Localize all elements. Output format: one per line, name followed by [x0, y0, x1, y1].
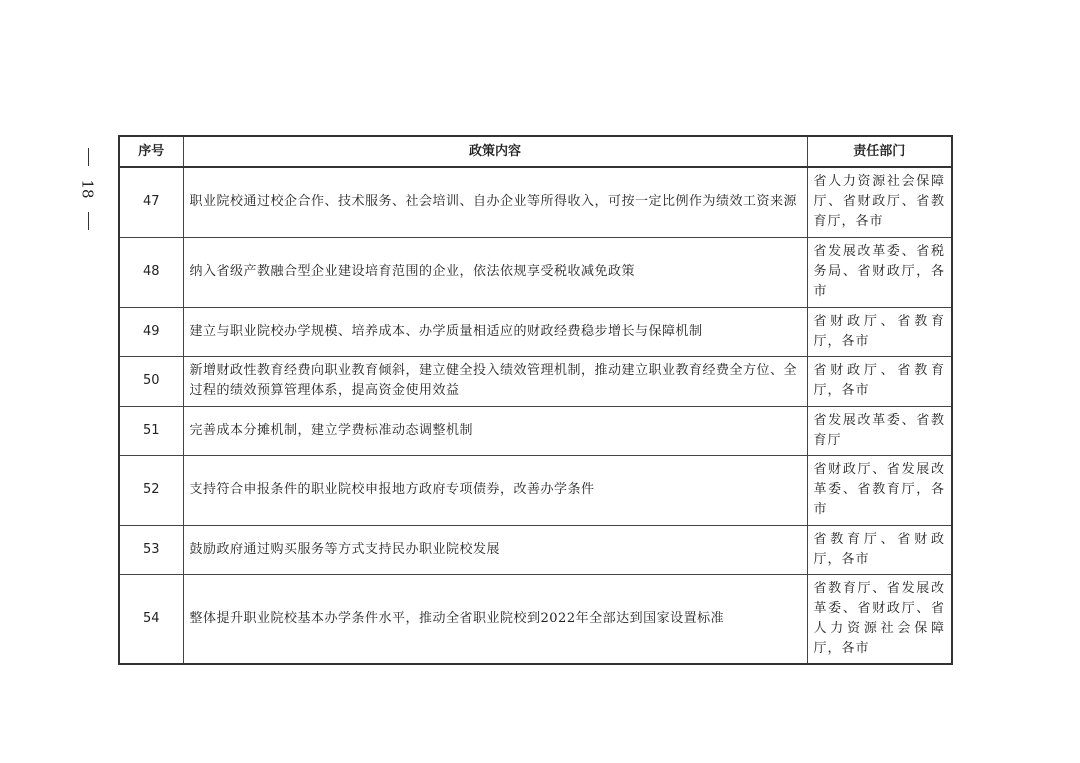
row-content: 支持符合申报条件的职业院校申报地方政府专项债券，改善办学条件 — [183, 455, 807, 525]
row-dept: 省教育厅、省发展改革委、省财政厅、省人力资源社会保障厅，各市 — [807, 574, 952, 664]
table-row — [119, 307, 952, 356]
row-no: 48 — [119, 237, 183, 307]
row-no: 47 — [119, 167, 183, 237]
table-row — [119, 356, 952, 406]
row-content: 纳入省级产教融合型企业建设培育范围的企业，依法依规享受税收减免政策 — [183, 237, 807, 307]
row-dept: 省财政厅、省教育厅，各市 — [807, 356, 952, 406]
table-row — [119, 455, 952, 525]
table-header — [119, 136, 952, 167]
row-no: 53 — [119, 525, 183, 574]
row-no: 54 — [119, 574, 183, 664]
page-number-dash-top — [88, 148, 89, 166]
row-dept: 省财政厅、省教育厅，各市 — [807, 307, 952, 356]
row-dept: 省发展改革委、省教育厅 — [807, 406, 952, 455]
row-no: 50 — [119, 356, 183, 406]
table-row — [119, 406, 952, 455]
row-no: 52 — [119, 455, 183, 525]
table-row — [119, 167, 952, 237]
row-no: 49 — [119, 307, 183, 356]
policy-table — [118, 135, 953, 665]
row-content: 新增财政性教育经费向职业教育倾斜，建立健全投入绩效管理机制，推动建立职业教育经费全方位、全过程的绩效预算管理体系，提高资金使用效益 — [183, 356, 807, 406]
row-content: 鼓励政府通过购买服务等方式支持民办职业院校发展 — [183, 525, 807, 574]
row-dept: 省财政厅、省发展改革委、省教育厅，各市 — [807, 455, 952, 525]
page-number-dash-bottom — [88, 212, 89, 230]
row-dept: 省教育厅、省财政厅，各市 — [807, 525, 952, 574]
row-content: 建立与职业院校办学规模、培养成本、办学质量相适应的财政经费稳步增长与保障机制 — [183, 307, 807, 356]
row-dept: 省人力资源社会保障厅、省财政厅、省教育厅，各市 — [807, 167, 952, 237]
table-row — [119, 525, 952, 574]
header-content: 政策内容 — [183, 136, 807, 167]
table-row — [119, 574, 952, 664]
table-row — [119, 237, 952, 307]
page-number — [68, 148, 108, 238]
row-content: 完善成本分摊机制，建立学费标准动态调整机制 — [183, 406, 807, 455]
row-content: 整体提升职业院校基本办学条件水平，推动全省职业院校到2022年全部达到国家设置标准 — [183, 574, 807, 664]
header-no: 序号 — [119, 136, 183, 167]
page-number-text: 18 — [79, 179, 97, 199]
row-dept: 省发展改革委、省税务局、省财政厅，各市 — [807, 237, 952, 307]
row-content: 职业院校通过校企合作、技术服务、社会培训、自办企业等所得收入，可按一定比例作为绩效工资来源 — [183, 167, 807, 237]
row-no: 51 — [119, 406, 183, 455]
header-dept: 责任部门 — [807, 136, 952, 167]
